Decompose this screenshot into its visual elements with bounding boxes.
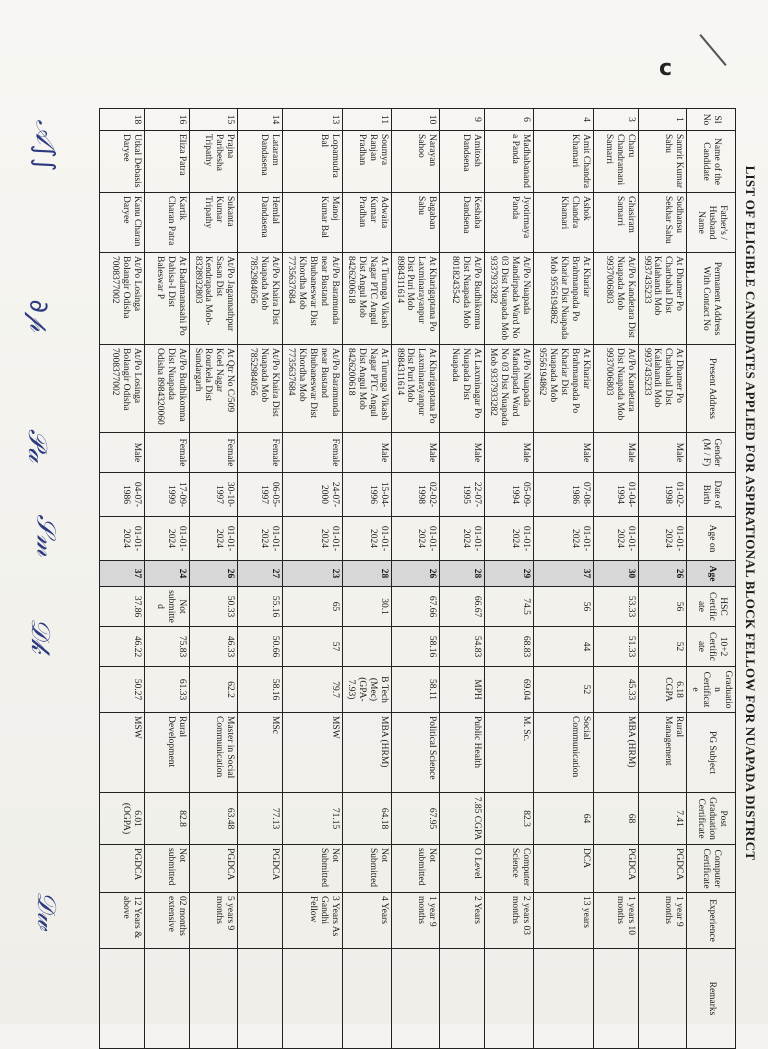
table-cell: 27 [238,561,283,587]
table-cell: 01-01-2024 [485,517,534,561]
table-cell: 16 [144,109,189,131]
table-cell: Ghasiram Samarri [593,193,638,253]
table-cell: At Turunga Vikash Nagar PTC Angul Dist Angul Mob 8426200618 [342,345,391,433]
table-cell: 82.3 [485,793,534,845]
table-cell: At Laxminagar Po Nuapada Dist Nuapada [440,345,485,433]
table-cell: 01-01-2024 [391,517,440,561]
column-header: Remarks [687,949,736,1049]
table-cell: 37 [534,561,594,587]
table-cell: 37.86 [99,587,144,627]
table-cell: 28 [342,561,391,587]
table-cell: 68 [593,793,638,845]
table-cell: Amitosh Dandsena [440,131,485,193]
table-cell: At Kharigaptana Po Laxminarayanpur Dist Puri Mob 8984311614 [391,345,440,433]
table-cell: 61.33 [144,667,189,713]
table-cell: Rural Management [638,713,687,793]
table-cell: 12 Years & above [99,893,144,949]
column-header: Post Graduation Certificate [687,793,736,845]
column-header: Experience [687,893,736,949]
table-cell: MBA (HRM) [593,713,638,793]
table-cell: At Khariar Brahmanpada Po Khariar Dist Nuapada Mob 9556194862 [534,345,594,433]
table-cell: 44 [534,627,594,667]
table-cell: 06-05-1997 [238,473,283,517]
table-cell: 02-02-1998 [391,473,440,517]
table-cell: Female [238,433,283,473]
table-cell: At/Po Khaira Dist Nuapada Mob 7852984056 [238,345,283,433]
table-cell: 15 [189,109,238,131]
table-cell: Jyotirmaya Panda [485,193,534,253]
table-cell [638,949,687,1049]
table-cell: 67.95 [391,793,440,845]
table-cell: At Dhamer Po Charbahal Dist Kalahandi Mob 9937435233 [638,345,687,433]
column-header: PG Subject [687,713,736,793]
table-cell: 46.22 [99,627,144,667]
table-cell: Narayan Sahoo [391,131,440,193]
table-cell: Sukanta Kumar Tripathy [189,193,238,253]
table-cell: At/Po Jagannathpur Sasan Dist Kendrapada Mob-8328932803 [189,253,238,345]
table-cell: 28 [440,561,485,587]
table-cell: PGDCA [189,845,238,893]
table-cell: MSW [283,713,343,793]
table-cell: M. Sc. [485,713,534,793]
column-header: Age [687,561,736,587]
table-cell: Male [638,433,687,473]
table-cell: 04-07-1986 [99,473,144,517]
table-cell: 52 [534,667,594,713]
table-cell: At/Po Nuapada Mandirpada Ward No 03 Dist Nuapada Mob 9337933282 [485,253,534,345]
table-row [189,109,238,1049]
table-cell [238,893,283,949]
table-cell: 01-02-1998 [638,473,687,517]
table-cell: 24 [144,561,189,587]
table-header-row [687,109,736,1049]
table-cell: 50.33 [189,587,238,627]
table-cell: 52 [638,627,687,667]
table-cell: 45.33 [593,667,638,713]
table-row [342,109,391,1049]
table-cell: 46.33 [189,627,238,667]
table-cell: Prajna Paribesha Tripathy [189,131,238,193]
table-cell: 62.2 [189,667,238,713]
table-cell: 01-01-2024 [99,517,144,561]
table-cell: Kartik Charan Patra [144,193,189,253]
table-cell: MPH [440,667,485,713]
table-cell: 26 [638,561,687,587]
table-cell: At Khariar Brahmanpada Po Khariar Dist Nuapada Mob 9556194862 [534,253,594,345]
table-cell: 53.33 [593,587,638,627]
table-cell: 67.66 [391,587,440,627]
table-cell: 79.7 [283,667,343,713]
column-header: Present Address [687,345,736,433]
table-cell: 6.01 (OGPA) [99,793,144,845]
table-cell: Manoj Kumar Bal [283,193,343,253]
table-cell: At/Po Losinga Bolangir Odisha 7008377002 [99,345,144,433]
table-cell: 50.27 [99,667,144,713]
table-cell: 57 [283,627,343,667]
table-cell: 74.5 [485,587,534,627]
column-header: HSC Certificate [687,587,736,627]
table-cell: 1 [638,109,687,131]
table-cell: 14 [238,109,283,131]
column-header: Date of Birth [687,473,736,517]
table-cell: 2 years 03 months [485,893,534,949]
table-cell: 01-01-2024 [342,517,391,561]
column-header: Age on [687,517,736,561]
table-cell: Hemlal Dandasena [238,193,283,253]
table-row [593,109,638,1049]
table-row [534,109,594,1049]
table-cell: At Dhamer Po Charbahal Dist Kalahandi Mob 9937435233 [638,253,687,345]
table-cell [99,949,144,1049]
table-cell: 69.04 [485,667,534,713]
table-cell: 4 Years [342,893,391,949]
table-cell: B Tech (Mec) (GPA-7.93) [342,667,391,713]
table-cell: Master in Social Communication [189,713,238,793]
table-cell: 13 [283,109,343,131]
table-cell [283,949,343,1049]
column-header: Graduation Certificate [687,667,736,713]
table-cell: 30.1 [342,587,391,627]
table-cell: Kanu Charan Daryee [99,193,144,253]
table-cell: 29 [485,561,534,587]
table-cell: Samrit Kumar Sahu [638,131,687,193]
table-cell: At/Po Kandetara Dist Nuapada Mob 9937006803 [593,345,638,433]
table-cell: 51.33 [593,627,638,667]
table-row [144,109,189,1049]
table-cell: 4 [534,109,594,131]
table-cell: Lopamudra Bal [283,131,343,193]
table-cell: 01-01-2024 [534,517,594,561]
table-cell: 15-04-1996 [342,473,391,517]
table-cell: 63.48 [189,793,238,845]
table-cell [391,949,440,1049]
table-cell: MSc [238,713,283,793]
table-cell: At/Po Baramunda near Bustand Bhubaneswar Dist Khordha Mob 7735637684 [283,253,343,345]
table-cell: 1 year 9 months [391,893,440,949]
table-cell: 56 [638,587,687,627]
table-cell: At/Po Kandetara Dist Nuapada Mob 9937006803 [593,253,638,345]
table-cell: Ashok Chandra Khamari [534,193,594,253]
table-cell: Public Health [440,713,485,793]
table-cell: 58.16 [238,667,283,713]
table-cell: 26 [391,561,440,587]
table-cell: 30-10-1997 [189,473,238,517]
table-cell: 05-09-1994 [485,473,534,517]
table-cell: At Turunga Vikash Nagar PTC Angul Dist Angul Mob 8426200618 [342,253,391,345]
table-cell: At/Po Khaira Dist Nuapada Mob 7852984056 [238,253,283,345]
table-cell: 30 [593,561,638,587]
table-row [391,109,440,1049]
table-cell: 24-07-2000 [283,473,343,517]
table-cell: Male [485,433,534,473]
table-cell: Utkal Debasis Daryee [99,131,144,193]
table-cell: Keshaba Dandsena [440,193,485,253]
candidates-table [99,108,736,1049]
table-cell: 01-01-2024 [638,517,687,561]
table-cell: At/Po Budhikomna Dist Nuapada Odisha 8984320060 [144,345,189,433]
table-cell: 01-01-2024 [189,517,238,561]
signature-6: 𝒟𝓌 [30,891,61,930]
table-cell: 77.13 [238,793,283,845]
table-cell: MBA (HRM) [342,713,391,793]
table-cell: Not submitted [391,845,440,893]
column-header: Permanent Address With Contact No [687,253,736,345]
table-cell: At/Po Budhikomna Dist Nuapada Mob 8018243542 [440,253,485,345]
signature-2: ∂𝓅 [23,299,54,332]
table-row [99,109,144,1049]
table-cell: Male [342,433,391,473]
table-cell: MSW [99,713,144,793]
table-cell: 71.15 [283,793,343,845]
table-cell: 01-01-2024 [238,517,283,561]
table-cell: Not submitted [144,587,189,627]
table-cell [342,949,391,1049]
table-cell: 23 [283,561,343,587]
table-cell [440,949,485,1049]
signature-3: 𝒫𝒶 [22,428,53,463]
table-row [238,109,283,1049]
table-cell: Female [144,433,189,473]
table-cell: At/Po Baramunda near Bustand Bhubaneswar Dist Khordha Mob 7735637684 [283,345,343,433]
signature-4: 𝒮𝓂 [30,514,61,557]
table-cell: 82.8 [144,793,189,845]
table-cell: Eliza Patra [144,131,189,193]
table-cell: 3 [593,109,638,131]
table-cell [534,949,594,1049]
table-cell: 6.18 CGPA [638,667,687,713]
table-cell: 68.83 [485,627,534,667]
table-cell: Not Submitted [283,845,343,893]
table-cell: Adwaita Kumar Pradhan [342,193,391,253]
table-cell: 26 [189,561,238,587]
table-cell: 64.18 [342,793,391,845]
table-cell: 18 [99,109,144,131]
table-cell: 3 Years As Gandhi Fellow [283,893,343,949]
table-cell: 58.11 [391,667,440,713]
table-cell: 56 [534,587,594,627]
table-cell: Female [189,433,238,473]
table-cell: 6 [485,109,534,131]
table-cell: 1 years 10 months [593,893,638,949]
table-cell: 07-08-1986 [534,473,594,517]
table-row [440,109,485,1049]
document-title: LIST OF ELIGIBLE CANDIDATES APPLIED FOR ASPIRATIONAL BLOCK FELLOW FOR NUAPADA DISTRICT [743,165,758,861]
table-cell: 01-04-1994 [593,473,638,517]
table-row [283,109,343,1049]
table-cell: Madhabananda Panda [485,131,534,193]
table-cell: 75.83 [144,627,189,667]
table-cell: PGDCA [238,845,283,893]
column-header: Name of the Candidate [687,131,736,193]
table-cell: 50.66 [238,627,283,667]
table-cell [593,949,638,1049]
table-cell: PGDCA [99,845,144,893]
column-header: Computer Certificate [687,845,736,893]
table-cell: 55.16 [238,587,283,627]
column-header: Sl No [687,109,736,131]
table-cell: Rural Development [144,713,189,793]
table-cell: 01-01-2024 [593,517,638,561]
table-cell: 01-01-2024 [440,517,485,561]
table-cell: At Badamanasahi Po Dahisa-I Dist Baleswar P [144,253,189,345]
table-cell: 7.85 CGPA [440,793,485,845]
table-cell: 2 Years [440,893,485,949]
table-cell: 13 years [534,893,594,949]
table-cell: 22-07-1995 [440,473,485,517]
table-cell: PGDCA [638,845,687,893]
table-cell [238,949,283,1049]
table-cell: 11 [342,109,391,131]
table-cell: Female [283,433,343,473]
table-cell: 5 years 9 months [189,893,238,949]
table-body [99,109,687,1049]
table-cell: At Qtr No C/509 Koel Nagar Rourkela Dist Sundargarh [189,345,238,433]
table-row [638,109,687,1049]
table-cell [189,949,238,1049]
table-cell: Social Communication [534,713,594,793]
table-cell: Male [593,433,638,473]
table-cell: At Kharigaptana Po Laxminarayanpur Dist Puri Mob 8984311614 [391,253,440,345]
table-cell: 9 [440,109,485,131]
table-cell: 01-01-2024 [144,517,189,561]
table-cell: O Level [440,845,485,893]
table-cell: Charu Chandramani Samarri [593,131,638,193]
table-cell: Sudhansu Sekhar Sahu [638,193,687,253]
table-cell: Amit Chandra Khamari [534,131,594,193]
table-cell: 7.41 [638,793,687,845]
table-row [485,109,534,1049]
table-cell [485,949,534,1049]
table-cell [144,949,189,1049]
table-cell: At/Po Losinga Bolangir Odisha 7008377002 [99,253,144,345]
table-cell: Political Science [391,713,440,793]
table-cell: Computer Science [485,845,534,893]
table-cell: 02 months extensive [144,893,189,949]
table-cell: Not Submitted [342,845,391,893]
column-header: 10+2 Certificate [687,627,736,667]
table-cell: DCA [534,845,594,893]
pen-mark: c [659,56,673,81]
table-cell: 37 [99,561,144,587]
table-cell: 58.16 [391,627,440,667]
rotated-document [0,8,760,1018]
table-cell: 64 [534,793,594,845]
table-cell: Lataram Dandasena [238,131,283,193]
table-cell: Bagaban Sahu [391,193,440,253]
table-cell: Not submitted [144,845,189,893]
column-header: Gender (M / F) [687,433,736,473]
table-cell: 66.67 [440,587,485,627]
table-cell: Male [534,433,594,473]
table-cell: 01-01-2024 [283,517,343,561]
table-cell: Male [440,433,485,473]
table-cell: 1 year 9 months [638,893,687,949]
signature-1: 𝒜∫∫ [29,119,60,172]
table-cell: PGDCA [593,845,638,893]
table-cell: 17-09-1999 [144,473,189,517]
table-cell: Male [99,433,144,473]
signature-5: 𝒟𝓀 [24,618,55,653]
table-cell: 10 [391,109,440,131]
table-cell: Soumya Ranjan Pradhan [342,131,391,193]
table-cell: 54.83 [440,627,485,667]
table-cell: Male [391,433,440,473]
table-cell: 65 [283,587,343,627]
column-header: Father's / Husband Name [687,193,736,253]
table-cell [342,627,391,667]
table-cell: At/Po Nuapada Mandirpada Ward No 03 Dist Nuapada Mob 9337933282 [485,345,534,433]
